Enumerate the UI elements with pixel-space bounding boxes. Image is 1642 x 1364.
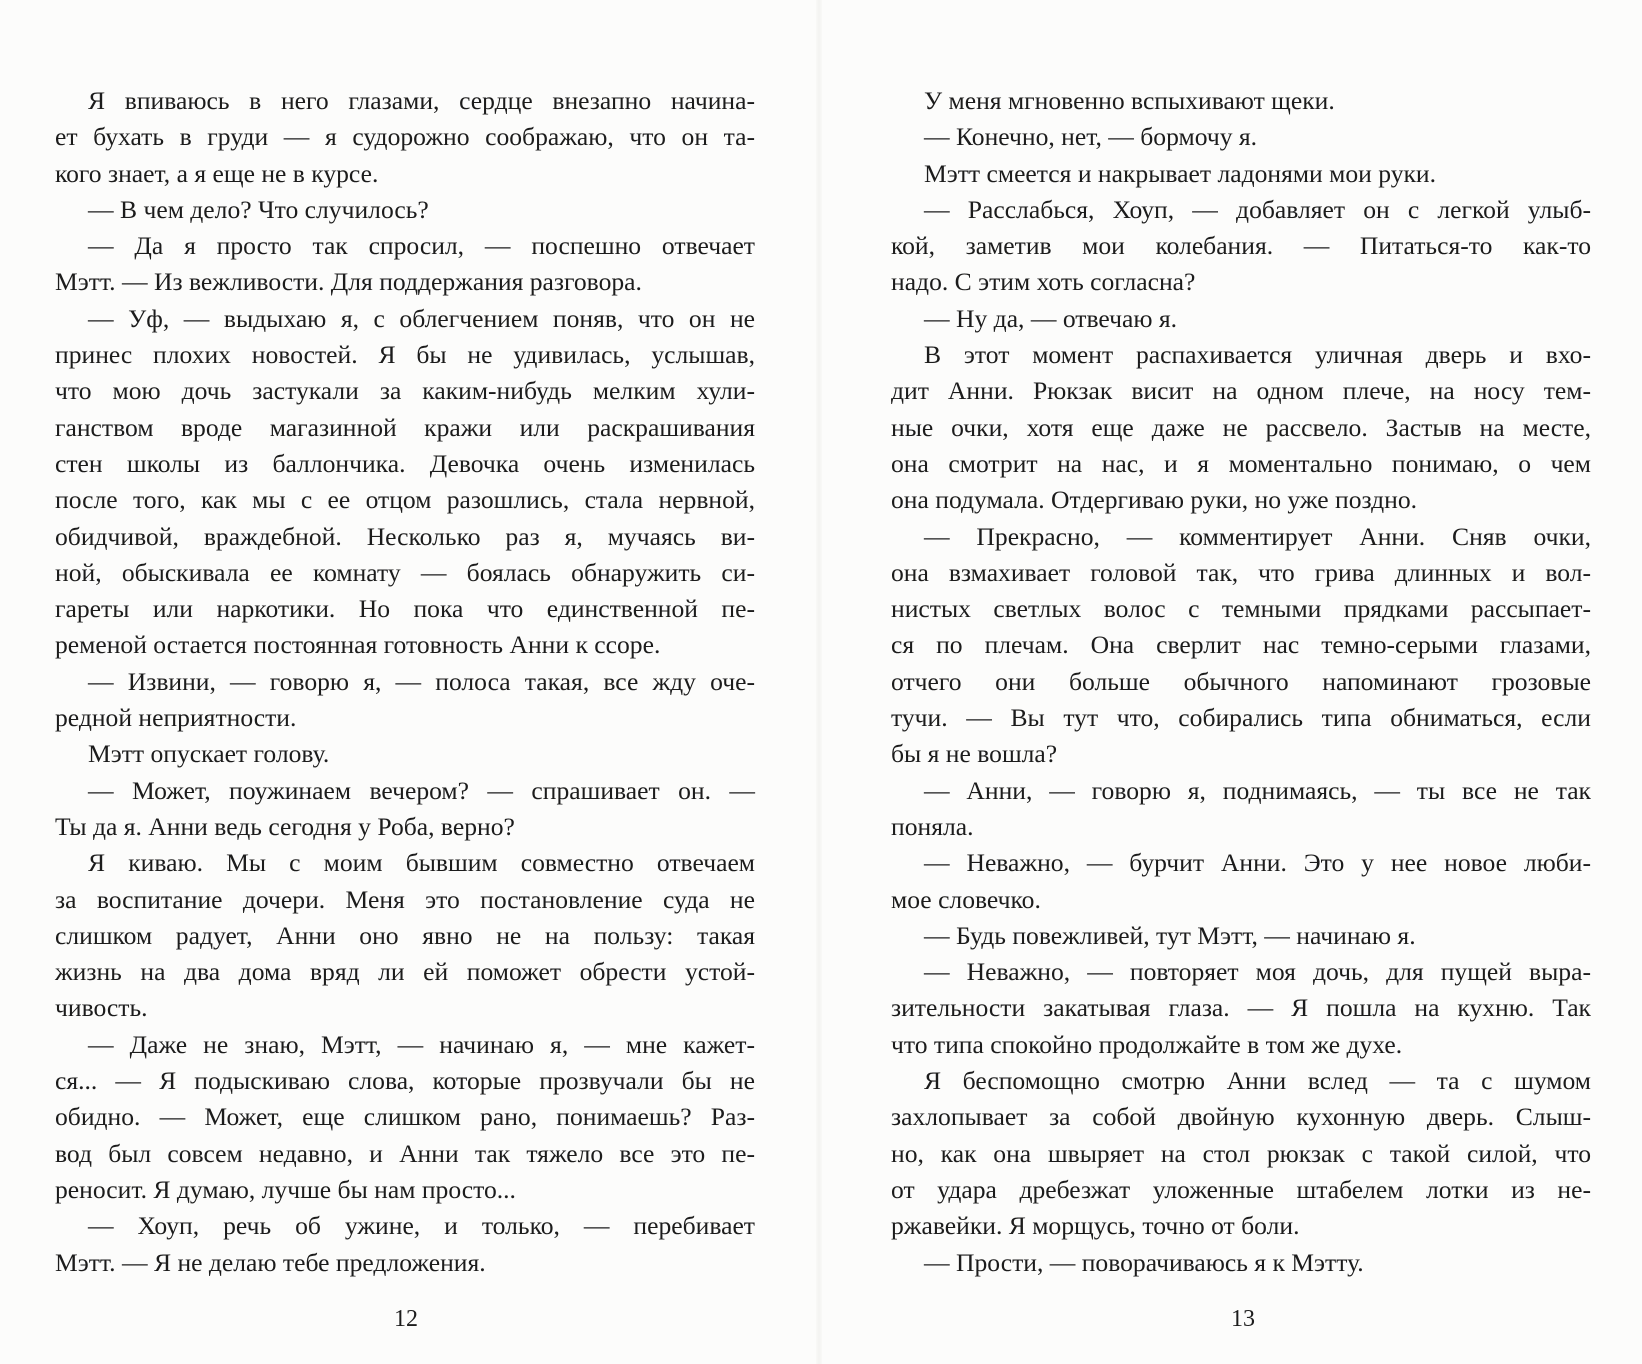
text-line: Мэтт. — Из вежливости. Для поддержания разговора.	[55, 267, 642, 297]
text-line: В этот момент распахивается уличная дверь и вхо-	[924, 340, 1591, 370]
text-line: — Будь повежливей, тут Мэтт, — начинаю я.	[924, 920, 1416, 950]
text-line: Я беспомощно смотрю Анни вслед — та с шумом	[924, 1066, 1591, 1096]
text-line: бы я не вошла?	[891, 739, 1058, 769]
text-line: — Прекрасно, — комментирует Анни. Сняв очки,	[924, 521, 1591, 551]
text-line: мое словечко.	[891, 884, 1041, 914]
text-line: что типа спокойно продолжайте в том же духе.	[891, 1029, 1403, 1059]
text-line: она подумала. Отдергиваю руки, но уже поздно.	[891, 485, 1418, 515]
left-page-text	[55, 83, 755, 1281]
text-line: от удара дребезжат уложенные штабелем лотки из не-	[891, 1174, 1591, 1204]
text-line: — Может, поужинаем вечером? — спрашивает он. —	[88, 775, 755, 805]
text-line: ной, обыскивала ее комнату — боялась обнаружить си-	[55, 557, 755, 587]
text-line: ные очки, хотя еще даже не рассвело. Застыв на месте,	[891, 412, 1591, 442]
text-line: — Прости, — поворачиваюсь я к Мэтту.	[924, 1247, 1364, 1277]
text-line: обидчивой, враждебной. Несколько раз я, мучаясь ви-	[55, 521, 755, 551]
text-line: ся по плечам. Она сверлит нас темно-серыми глазами,	[891, 630, 1591, 660]
left-page-number: 12	[394, 1306, 418, 1332]
text-line: — Неважно, — бурчит Анни. Это у нее новое люби-	[924, 848, 1591, 878]
text-line: Я киваю. Мы с моим бывшим совместно отвечаем	[88, 848, 755, 878]
text-line: дит Анни. Рюкзак висит на одном плече, на носу тем-	[891, 376, 1591, 406]
text-line: вод был совсем недавно, и Анни так тяжело все это пе-	[55, 1138, 755, 1168]
text-line: — Даже не знаю, Мэтт, — начинаю я, — мне кажет-	[88, 1029, 755, 1059]
text-line: — Анни, — говорю я, поднимаясь, — ты все не так	[924, 775, 1591, 805]
text-line: ременой остается постоянная готовность Анни к ссоре.	[55, 630, 661, 660]
text-line: Мэтт опускает голову.	[88, 739, 330, 769]
text-line: она взмахивает головой так, что грива длинных и вол-	[891, 557, 1591, 587]
text-line: захлопывает за собой двойную кухонную дверь. Слыш-	[891, 1102, 1591, 1132]
text-line: — Извини, — говорю я, — полоса такая, все жду оче-	[88, 666, 755, 696]
text-line: обидно. — Может, еще слишком рано, понимаешь? Раз-	[55, 1102, 755, 1132]
text-line: — Конечно, нет, — бормочу я.	[924, 122, 1258, 152]
text-line: после того, как мы с ее отцом разошлись, стала нервной,	[55, 485, 755, 515]
text-line: за воспитание дочери. Меня это постановление суда не	[55, 884, 755, 914]
text-line: отчего они больше обычного напоминают грозовые	[891, 666, 1591, 696]
text-line: Ты да я. Анни ведь сегодня у Роба, верно?	[55, 811, 515, 841]
text-line: ганством вроде магазинной кражи или раскрашивания	[55, 412, 755, 442]
text-line: У меня мгновенно вспыхивают щеки.	[924, 86, 1335, 115]
text-line: но, как она швыряет на стол рюкзак с такой силой, что	[891, 1138, 1591, 1168]
text-line: что мою дочь застукали за каким-нибудь мелким хули-	[55, 376, 755, 406]
text-line: поняла.	[891, 811, 974, 841]
text-line: Мэтт. — Я не делаю тебе предложения.	[55, 1247, 486, 1277]
text-line: гареты или наркотики. Но пока что единственной пе-	[55, 594, 755, 624]
right-page-text	[891, 83, 1591, 1281]
text-line: принес плохих новостей. Я бы не удивилась, услышав,	[55, 340, 755, 370]
text-line: — Хоуп, речь об ужине, и только, — перебивает	[88, 1211, 755, 1241]
text-line: реносит. Я думаю, лучше бы нам просто...	[55, 1174, 516, 1204]
text-line: — В чем дело? Что случилось?	[88, 194, 429, 224]
text-line: стен школы из баллончика. Девочка очень изменилась	[55, 448, 755, 478]
text-line: ет бухать в груди — я судорожно соображаю, что он та-	[55, 122, 755, 152]
right-page-number: 13	[1231, 1306, 1255, 1332]
text-line: кой, заметив мои колебания. — Питаться-то как-то	[891, 231, 1591, 261]
text-line: — Расслабься, Хоуп, — добавляет он с легкой улыб-	[924, 194, 1591, 224]
text-line: ржавейки. Я морщусь, точно от боли.	[891, 1211, 1300, 1241]
text-line: чивость.	[55, 993, 148, 1023]
text-line: Я впиваюсь в него глазами, сердце внезапно начина-	[88, 86, 755, 115]
text-line: — Неважно, — повторяет моя дочь, для пущей выра-	[924, 957, 1591, 987]
text-line: зительности закатывая глаза. — Я пошла на кухню. Так	[891, 993, 1591, 1023]
text-line: Мэтт смеется и накрывает ладонями мои руки.	[924, 158, 1437, 188]
text-line: слишком радует, Анни оно явно не на пользу: такая	[55, 920, 755, 950]
text-line: она смотрит на нас, и я моментально понимаю, о чем	[891, 448, 1591, 478]
text-line: нистых светлых волос с темными прядками рассыпает-	[891, 594, 1591, 624]
book-gutter	[816, 0, 822, 1364]
text-line: кого знает, а я еще не в курсе.	[55, 158, 379, 188]
text-line: тучи. — Вы тут что, собирались типа обниматься, если	[891, 703, 1591, 733]
text-line: редной неприятности.	[55, 703, 297, 733]
text-line: — Да я просто так спросил, — поспешно отвечает	[88, 231, 755, 261]
text-line: — Уф, — выдыхаю я, с облегчением поняв, что он не	[88, 303, 755, 333]
text-line: ся... — Я подыскиваю слова, которые прозвучали бы не	[55, 1066, 755, 1096]
text-line: надо. С этим хоть согласна?	[891, 267, 1196, 297]
text-line: — Ну да, — отвечаю я.	[924, 303, 1178, 333]
text-line: жизнь на два дома вряд ли ей поможет обрести устой-	[55, 957, 755, 987]
